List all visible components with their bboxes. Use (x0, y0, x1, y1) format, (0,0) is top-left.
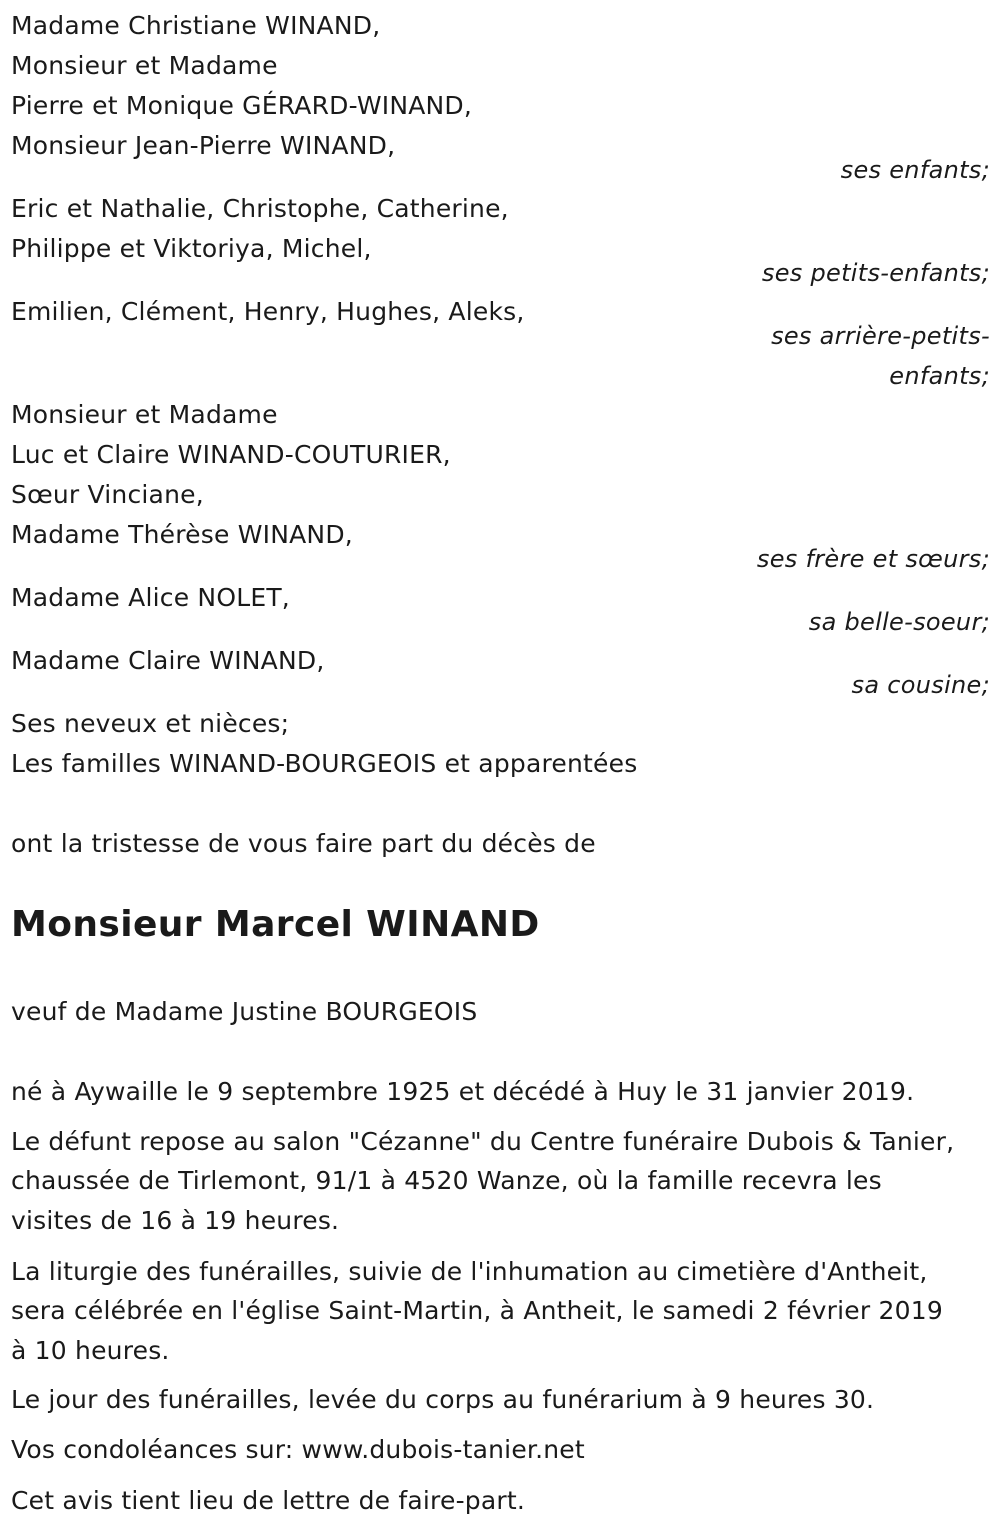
grandchildren-role: ses petits-enfants; (761, 259, 990, 287)
great-grandchildren-role-1: ses arrière-petits- (771, 322, 990, 350)
repose-line-1: Le défunt repose au salon "Cézanne" du Centre funéraire Dubois & Tanier, (11, 1127, 955, 1156)
liturgy-line-3: à 10 heures. (11, 1336, 170, 1365)
notice-text: Cet avis tient lieu de lettre de faire-part. (11, 1486, 526, 1515)
child-line-2: Monsieur et Madame (11, 51, 278, 80)
repose-line-2: chaussée de Tirlemont, 91/1 à 4520 Wanze, où la famille recevra les (11, 1166, 882, 1195)
widower-text: veuf de Madame Justine BOURGEOIS (11, 997, 478, 1026)
child-line-1: Madame Christiane WINAND, (11, 11, 381, 40)
others-line-1: Ses neveux et nièces; (11, 709, 290, 738)
liturgy-line-1: La liturgie des funérailles, suivie de l'inhumation au cimetière d'Antheit, (11, 1257, 928, 1286)
great-grandchild-line-1: Emilien, Clément, Henry, Hughes, Aleks, (11, 297, 525, 326)
repose-line-3: visites de 16 à 19 heures. (11, 1206, 340, 1235)
cousin-line: Madame Claire WINAND, (11, 646, 325, 675)
deceased-name: Monsieur Marcel WINAND (11, 904, 540, 945)
siblings-role: ses frère et sœurs; (756, 545, 990, 573)
announcement-text: ont la tristesse de vous faire part du décès de (11, 829, 596, 858)
children-role: ses enfants; (840, 156, 990, 184)
levee-text: Le jour des funérailles, levée du corps au funérarium à 9 heures 30. (11, 1385, 875, 1414)
sibling-line-4: Madame Thérèse WINAND, (11, 520, 353, 549)
sister-in-law-line: Madame Alice NOLET, (11, 583, 290, 612)
sibling-line-1: Monsieur et Madame (11, 400, 278, 429)
liturgy-line-2: sera célébrée en l'église Saint-Martin, à Antheit, le samedi 2 février 2019 (11, 1296, 943, 1325)
sibling-line-2: Luc et Claire WINAND-COUTURIER, (11, 440, 451, 469)
sibling-line-3: Sœur Vinciane, (11, 480, 204, 509)
cousin-role: sa cousine; (851, 671, 990, 699)
others-line-2: Les familles WINAND-BOURGEOIS et apparentées (11, 749, 638, 778)
condolences-text: Vos condoléances sur: www.dubois-tanier.net (11, 1435, 585, 1464)
grandchild-line-1: Eric et Nathalie, Christophe, Catherine, (11, 194, 509, 223)
child-line-4: Monsieur Jean-Pierre WINAND, (11, 131, 396, 160)
sister-in-law-role: sa belle-soeur; (808, 608, 990, 636)
grandchild-line-2: Philippe et Viktoriya, Michel, (11, 234, 372, 263)
birth-death-text: né à Aywaille le 9 septembre 1925 et décédé à Huy le 31 janvier 2019. (11, 1077, 915, 1106)
child-line-3: Pierre et Monique GÉRARD-WINAND, (11, 91, 473, 120)
great-grandchildren-role-2: enfants; (889, 362, 990, 390)
